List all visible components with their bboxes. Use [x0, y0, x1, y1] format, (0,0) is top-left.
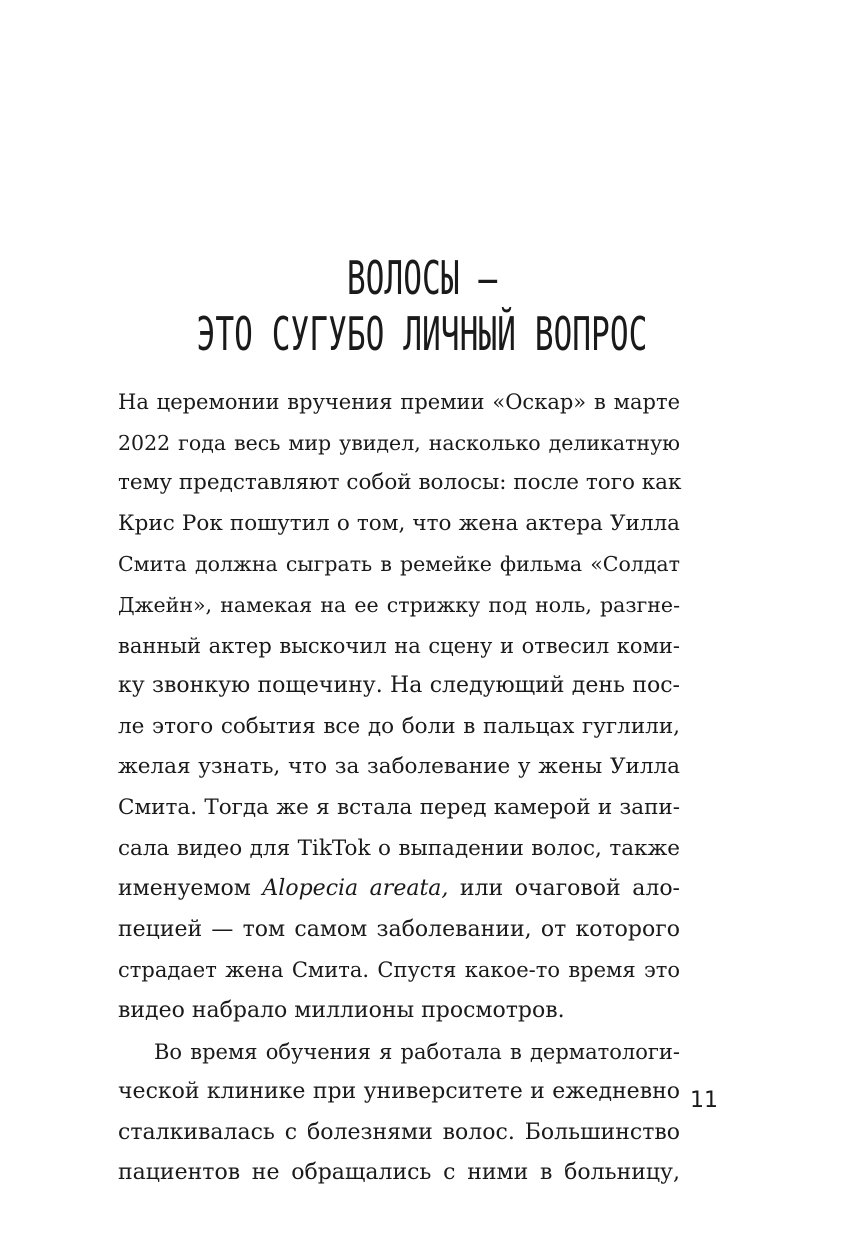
paragraph-1-line-8: ку звонкую пощечину. На следующий день пос- — [118, 673, 680, 699]
paragraph-1-line-10: желая узнать, что за заболевание у жены Уилла — [118, 754, 680, 780]
paragraph-1-line-15: страдает жена Смита. Спустя какое-то время это — [118, 958, 680, 983]
line-13-after: или очаговой ало- — [448, 876, 680, 902]
paragraph-2-line-4: пациентов не обращались с ними в больницу, — [118, 1160, 680, 1186]
paragraph-1-line-3: тему представляют собой волосы: после того как — [118, 470, 682, 496]
chapter-title-line-1: ВОЛОСЫ — — [346, 252, 498, 306]
paragraph-1-line-2: 2022 года весь мир увидел, насколько деликатную — [118, 430, 680, 455]
paragraph-1-line-12: сала видео для TikTok о выпадении волос, также — [118, 835, 680, 861]
paragraph-1-line-16: видео набрало миллионы просмотров. — [118, 997, 565, 1023]
paragraph-1-line-4: Крис Рок пошутил о том, что жена актера Уилла — [118, 510, 680, 536]
paragraph-1-line-6: Джейн», намекая на ее стрижку под ноль, разгне- — [118, 592, 680, 617]
line-13-before: именуемом — [118, 876, 263, 902]
paragraph-1-line-1: На церемонии вручения премии «Оскар» в марте — [118, 390, 680, 414]
paragraph-1-line-7: ванный актер выскочил на сцену и отвесил коми- — [118, 633, 680, 658]
paragraph-2-line-3: сталкивалась с болезнями волос. Большинство — [118, 1119, 680, 1145]
latin-term: Alopecia areata, — [262, 876, 449, 902]
paragraph-1-line-11: Смита. Тогда же я встала перед камерой и запи- — [118, 794, 680, 820]
chapter-title-line-2: ЭТО СУГУБО ЛИЧНЫЙ ВОПРОС — [196, 308, 648, 362]
paragraph-1-line-14: пецией — том самом заболевании, от которого — [118, 916, 680, 942]
paragraph-1-line-5: Смита должна сыграть в ремейке фильма «Солдат — [118, 552, 680, 577]
paragraph-1-line-9: ле этого события все до боли в пальцах гуглили, — [118, 713, 680, 739]
paragraph-2-line-2: ческой клинике при университете и ежедневно — [118, 1079, 680, 1105]
paragraph-1-line-13 — [118, 869, 680, 910]
body-text — [118, 382, 680, 1194]
paragraph-2-line-1: Во время обучения я работала в дерматологи- — [154, 1039, 680, 1064]
page-number: 11 — [690, 1088, 718, 1113]
